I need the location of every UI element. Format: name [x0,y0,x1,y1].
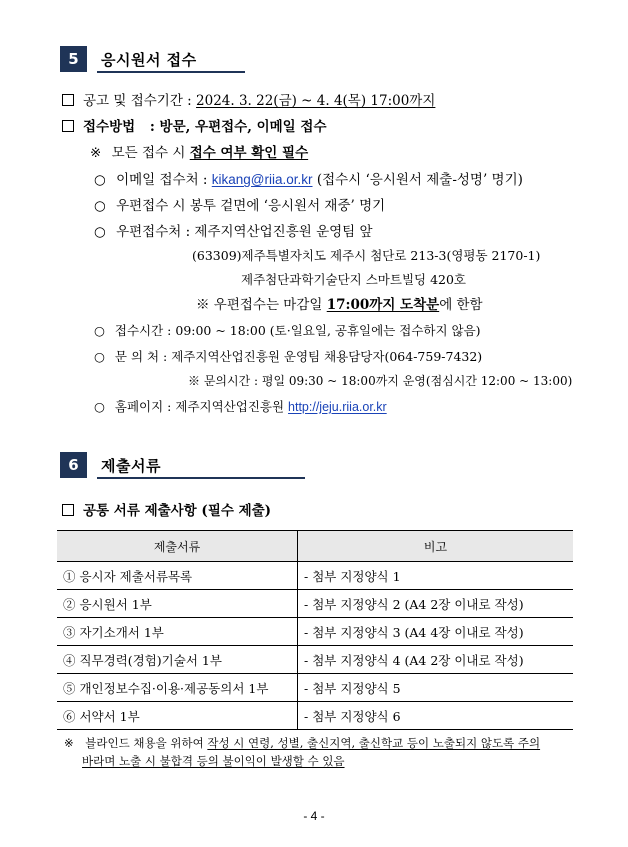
section-number: 6 [60,452,87,478]
table-row [57,646,573,674]
page-number: - 4 - [303,809,325,823]
section-5-header [60,46,197,72]
circle-bullet-icon: ○ [94,349,105,364]
envelope-line: ○ 우편접수 시 봉투 겉면에 ‘응시원서 재중’ 명기 [94,198,386,214]
footnote-line-2: 바라며 노출 시 불합격 등의 불이익이 발생할 수 있음 [82,754,345,768]
table-row [57,674,573,702]
circle-bullet-icon: ○ [94,399,105,414]
table-row [57,702,573,730]
checkbox-square-icon [62,120,74,132]
post-note: ※ 우편접수는 마감일 17:00까지 도착분에 한함 [196,297,483,313]
documents-table [57,530,573,730]
contact-line: ○ 문 의 처 : 제주지역산업진흥원 운영팀 채용담당자(064-759-7432) [94,349,483,364]
section-underline [97,477,305,479]
document-cell: ② 응시원서 1부 [57,590,298,618]
remark-cell: - 첨부 지정양식 1 [298,562,574,590]
homepage-line: ○ 홈페이지 : 제주지역산업진흥원 http://jeju.riia.or.kr [94,399,387,414]
email-link[interactable]: kikang@riia.or.kr [211,172,313,187]
checkbox-square-icon [62,94,74,106]
table-row [57,562,573,590]
post-line: ○ 우편접수처 : 제주지역산업진흥원 운영팀 앞 [94,224,373,240]
contact-note: ※ 문의시간 : 평일 09:30 ~ 18:00까지 운영(점심시간 12:00 ~ 13:00) [188,374,573,388]
remark-cell: - 첨부 지정양식 5 [298,674,574,702]
circle-bullet-icon: ○ [94,198,106,214]
column-header: 제출서류 [57,531,298,562]
section-title: 응시원서 접수 [101,50,197,69]
email-line: ○ 이메일 접수처 : kikang@riia.or.kr (접수시 ‘응시원서 제출-성명’ 명기) [94,172,523,188]
section-underline [97,71,245,73]
circle-bullet-icon: ○ [94,224,106,240]
note-line: ※ 모든 접수 시 접수 여부 확인 필수 [90,145,309,161]
footnote-line-1: ※ 블라인드 채용을 위하여 작성 시 연령, 성별, 출신지역, 출신학교 등이 노출되지 않도록 주의 [64,736,541,750]
column-header: 비고 [298,531,574,562]
method-line: 접수방법 : 방문, 우편접수, 이메일 접수 [62,118,327,136]
documents-subtitle: 공통 서류 제출사항 (필수 제출) [62,502,271,520]
document-cell: ④ 직무경력(경험)기술서 1부 [57,646,298,674]
table-row [57,590,573,618]
document-cell: ① 응시자 제출서류목록 [57,562,298,590]
remark-cell: - 첨부 지정양식 3 (A4 4장 이내로 작성) [298,618,574,646]
remark-cell: - 첨부 지정양식 2 (A4 2장 이내로 작성) [298,590,574,618]
checkbox-square-icon [62,504,74,516]
section-title: 제출서류 [101,456,161,475]
circle-bullet-icon: ○ [94,323,105,338]
remark-cell: - 첨부 지정양식 4 (A4 2장 이내로 작성) [298,646,574,674]
table-header-row [57,531,573,562]
hours-line: ○ 접수시간 : 09:00 ~ 18:00 (토·일요일, 공휴일에는 접수하지 않음) [94,323,481,338]
post-address-2: 제주첨단과학기술단지 스마트빌딩 420호 [241,272,467,287]
post-address-1: (63309)제주특별자치도 제주시 첨단로 213-3(영평동 2170-1) [192,248,541,263]
document-cell: ③ 자기소개서 1부 [57,618,298,646]
section-6-header [60,452,161,478]
remark-cell: - 첨부 지정양식 6 [298,702,574,730]
document-cell: ⑥ 서약서 1부 [57,702,298,730]
period-value: 2024. 3. 22(금) ~ 4. 4(목) 17:00까지 [196,93,436,109]
period-line: 공고 및 접수기간 : 2024. 3. 22(금) ~ 4. 4(목) 17:00까지 [62,92,435,110]
table-row [57,618,573,646]
document-cell: ⑤ 개인정보수집·이용·제공동의서 1부 [57,674,298,702]
homepage-link[interactable]: http://jeju.riia.or.kr [288,400,387,414]
circle-bullet-icon: ○ [94,172,106,188]
section-number: 5 [60,46,87,72]
